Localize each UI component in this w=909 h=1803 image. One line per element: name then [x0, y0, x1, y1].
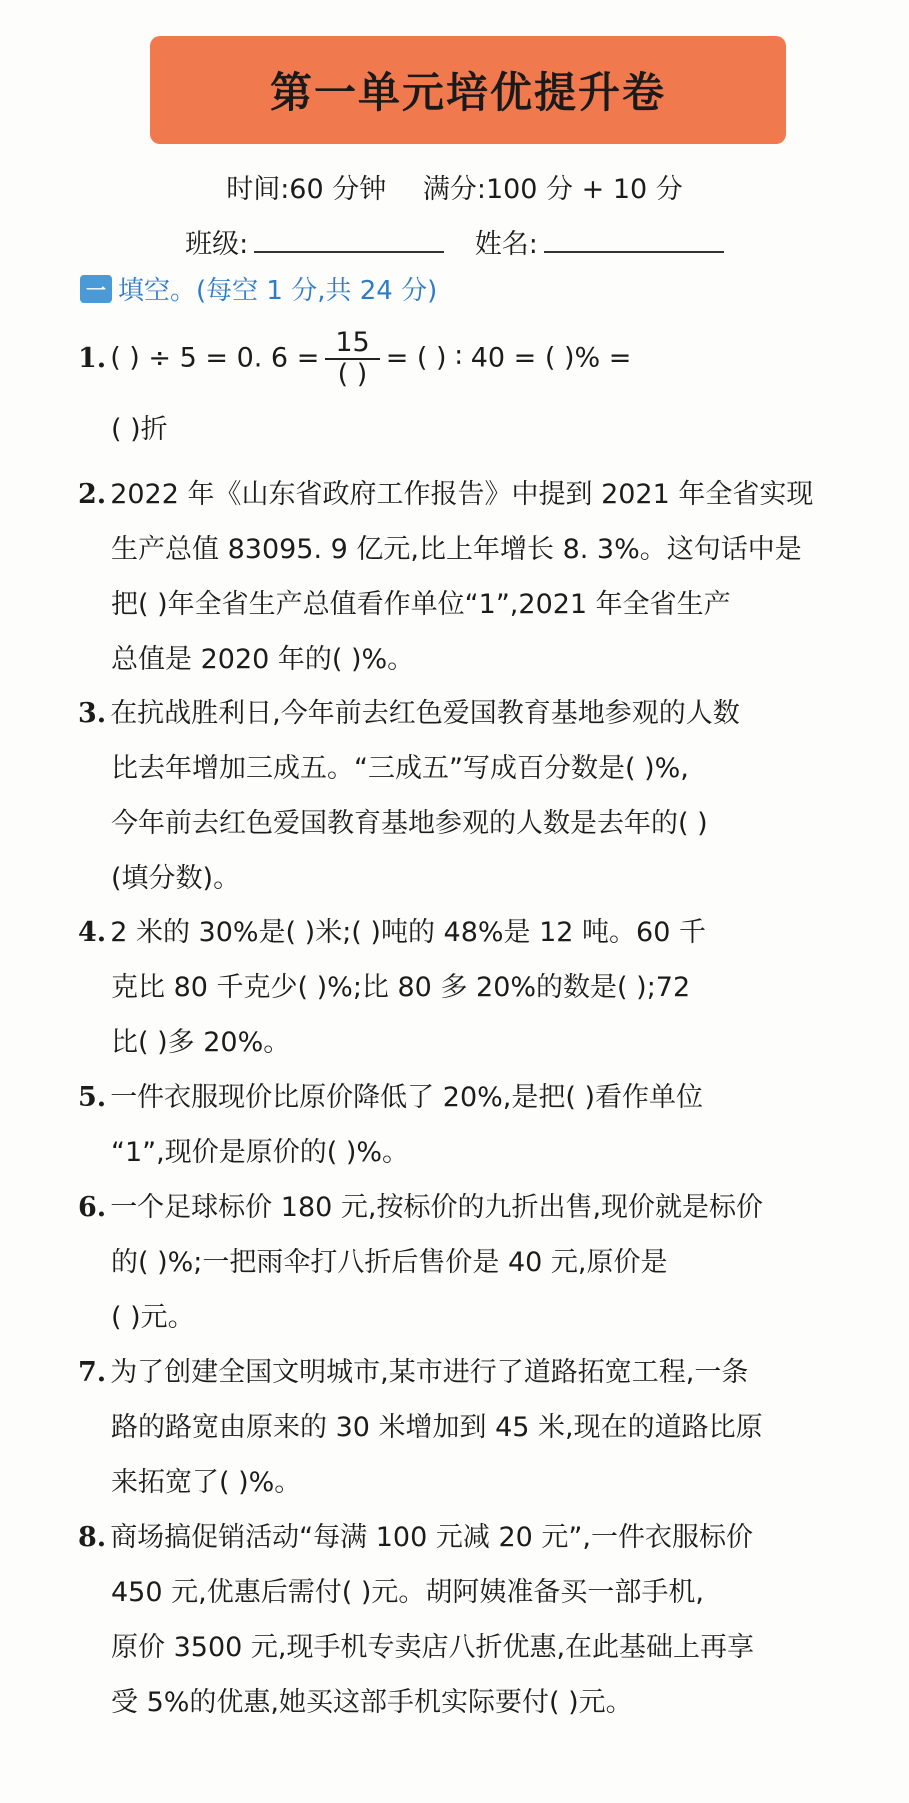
question-number: 1.: [78, 342, 107, 374]
class-label: 班级:: [185, 229, 249, 260]
name-label: 姓名:: [474, 229, 538, 260]
question-line: “1”,现价是原价的( )%。: [111, 1137, 410, 1168]
question-text: = ( ) ∶ 40 = ( )% =: [385, 342, 632, 374]
question-8: [78, 1510, 858, 1730]
exam-info: [0, 167, 909, 206]
question-text: 2022 年《山东省政府工作报告》中提到 2021 年全省实现: [110, 479, 814, 510]
question-1: [78, 328, 858, 457]
question-line: (填分数)。: [111, 863, 241, 894]
question-7: [78, 1345, 858, 1510]
question-2: [78, 467, 858, 687]
question-line: 路的路宽由原来的 30 米增加到 45 米,现在的道路比原: [111, 1412, 763, 1443]
question-line: ( )元。: [111, 1302, 195, 1333]
question-line: 比( )多 20%。: [111, 1027, 291, 1058]
question-text: 一个足球标价 180 元,按标价的九折出售,现价就是标价: [110, 1192, 764, 1223]
name-blank: [544, 227, 724, 253]
full-score: 满分:100 分 + 10 分: [422, 174, 683, 205]
title-banner: [150, 36, 786, 144]
question-text: 商场搞促销活动“每满 100 元减 20 元”,一件衣服标价: [110, 1522, 753, 1553]
fraction-numerator: 15: [325, 328, 379, 360]
question-line: 总值是 2020 年的( )%。: [111, 644, 415, 675]
question-text: 2 米的 30%是( )米;( )吨的 48%是 12 吨。60 千: [110, 917, 706, 948]
section-header: [80, 270, 437, 307]
question-line: 受 5%的优惠,她买这部手机实际要付( )元。: [111, 1687, 633, 1718]
question-line: ( )折: [111, 414, 168, 445]
question-line: 生产总值 83095. 9 亿元,比上年增长 8. 3%。这句话中是: [111, 534, 802, 565]
section-title: 填空。(每空 1 分,共 24 分): [118, 276, 438, 306]
question-line: 原价 3500 元,现手机专卖店八折优惠,在此基础上再享: [111, 1632, 755, 1663]
question-number: 7.: [78, 1357, 107, 1388]
question-number: 8.: [78, 1522, 107, 1553]
question-5: [78, 1070, 858, 1180]
question-line: [78, 328, 858, 390]
question-line: 450 元,优惠后需付( )元。胡阿姨准备买一部手机,: [111, 1577, 704, 1608]
question-line: 今年前去红色爱国教育基地参观的人数是去年的( ): [111, 808, 708, 839]
section-number-icon: 一: [80, 275, 112, 303]
question-3: [78, 686, 858, 906]
question-number: 3.: [78, 698, 107, 729]
question-text: 在抗战胜利日,今年前去红色爱国教育基地参观的人数: [110, 698, 740, 729]
question-line: 来拓宽了( )%。: [111, 1467, 302, 1498]
class-blank: [254, 227, 444, 253]
question-line: 把( )年全省生产总值看作单位“1”,2021 年全省生产: [111, 589, 731, 620]
time-limit: 时间:60 分钟: [226, 174, 387, 205]
question-number: 4.: [78, 917, 107, 948]
question-line: 比去年增加三成五。“三成五”写成百分数是( )%,: [111, 753, 689, 784]
question-number: 6.: [78, 1192, 107, 1223]
question-line: 的( )%;一把雨伞打八折后售价是 40 元,原价是: [111, 1247, 668, 1278]
question-text: 一件衣服现价比原价降低了 20%,是把( )看作单位: [110, 1082, 704, 1113]
question-number: 2.: [78, 479, 107, 510]
question-text: 为了创建全国文明城市,某市进行了道路拓宽工程,一条: [110, 1357, 749, 1388]
question-number: 5.: [78, 1082, 107, 1113]
fraction: [325, 328, 379, 390]
fraction-denominator: ( ): [337, 359, 368, 390]
question-6: [78, 1180, 858, 1345]
student-fields: [0, 222, 909, 261]
question-4: [78, 905, 858, 1070]
page-title: 第一单元培优提升卷: [269, 68, 666, 117]
question-line: 克比 80 千克少( )%;比 80 多 20%的数是( );72: [111, 972, 691, 1003]
question-text: ( ) ÷ 5 = 0. 6 =: [110, 342, 320, 374]
